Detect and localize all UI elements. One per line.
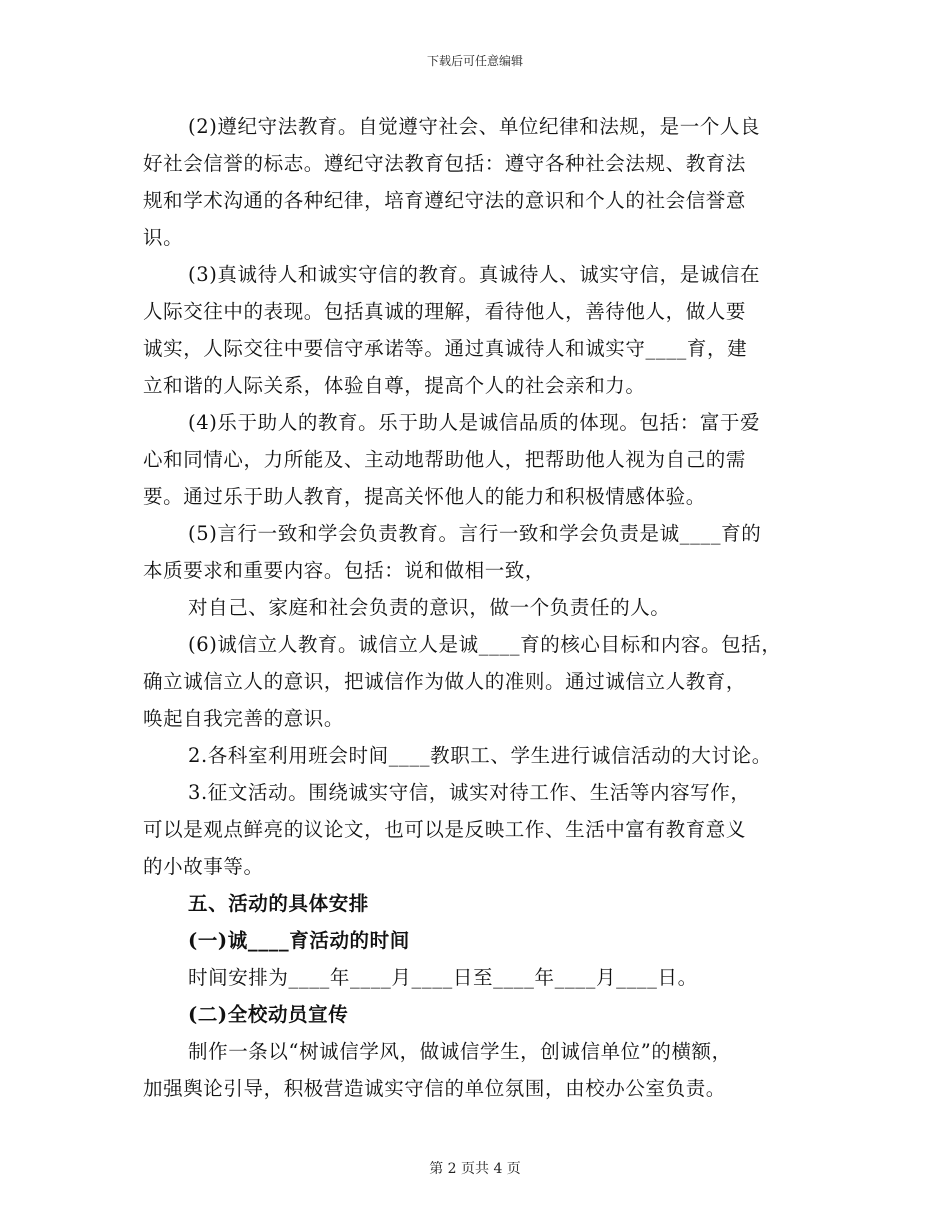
paragraph-line: 要。通过乐于助人教育，提高关怀他人的能力和积极情感体验。	[143, 485, 706, 508]
paragraph-line: 3.征文活动。围绕诚实守信，诚实对待工作、生活等内容写作，	[188, 781, 751, 804]
page-footer: 第 2 页共 4 页	[429, 1161, 521, 1177]
paragraph-line: (3)真诚待人和诚实守信的教育。真诚待人、诚实守信，是诚信在	[188, 263, 761, 286]
paragraph-line: (6)诚信立人教育。诚信立人是诚____育的核心目标和内容。包括，	[188, 633, 782, 656]
paragraph-line: 可以是观点鲜亮的议论文，也可以是反映工作、生活中富有教育意义	[143, 818, 747, 841]
paragraph-line: (2)遵纪守法教育。自觉遵守社会、单位纪律和法规，是一个人良	[188, 115, 761, 138]
paragraph-line: 确立诚信立人的意识，把诚信作为做人的准则。通过诚信立人教育，	[143, 670, 747, 693]
paragraph-line: 识。	[143, 226, 184, 249]
paragraph-line: 对自己、家庭和社会负责的意识，做一个负责任的人。	[188, 596, 671, 619]
paragraph-line: (4)乐于助人的教育。乐于助人是诚信品质的体现。包括：富于爱	[188, 411, 761, 434]
page-header: 下载后可任意编辑	[426, 54, 523, 68]
paragraph-line: 立和谐的人际关系，体验自尊，提高个人的社会亲和力。	[143, 374, 646, 397]
paragraph-line: 时间安排为____年____月____日至____年____月____日。	[188, 966, 698, 989]
paragraph-line: 好社会信誉的标志。遵纪守法教育包括：遵守各种社会法规、教育法	[143, 152, 747, 175]
paragraph-line: 人际交往中的表现。包括真诚的理解，看待他人，善待他人，做人要	[143, 300, 747, 323]
paragraph-line: 心和同情心，力所能及、主动地帮助他人，把帮助他人视为自己的需	[143, 448, 747, 471]
paragraph-line: 的小故事等。	[143, 855, 264, 878]
paragraph-line: 规和学术沟通的各种纪律，培育遵纪守法的意识和个人的社会信誉意	[143, 189, 747, 212]
document-body	[143, 108, 823, 1107]
paragraph-line: 本质要求和重要内容。包括：说和做相一致，	[143, 559, 546, 582]
paragraph-line: (一)诚____育活动的时间	[188, 929, 410, 952]
paragraph-line: (二)全校动员宣传	[188, 1003, 349, 1026]
paragraph-line: 制作一条以“树诚信学风，做诚信学生，创诚信单位”的横额，	[188, 1040, 732, 1063]
paragraph-line: 加强舆论引导，积极营造诚实守信的单位氛围，由校办公室负责。	[143, 1077, 726, 1100]
paragraph-line: 2.各科室利用班会时间____教职工、学生进行诚信活动的大讨论。	[188, 744, 772, 767]
paragraph-line: 唤起自我完善的意识。	[143, 707, 345, 730]
paragraph-line: 诚实，人际交往中要信守承诺等。通过真诚待人和诚实守____育，建	[143, 337, 748, 360]
paragraph-line: (5)言行一致和学会负责教育。言行一致和学会负责是诚____育的	[188, 522, 762, 545]
paragraph-line: 五、活动的具体安排	[188, 892, 369, 915]
